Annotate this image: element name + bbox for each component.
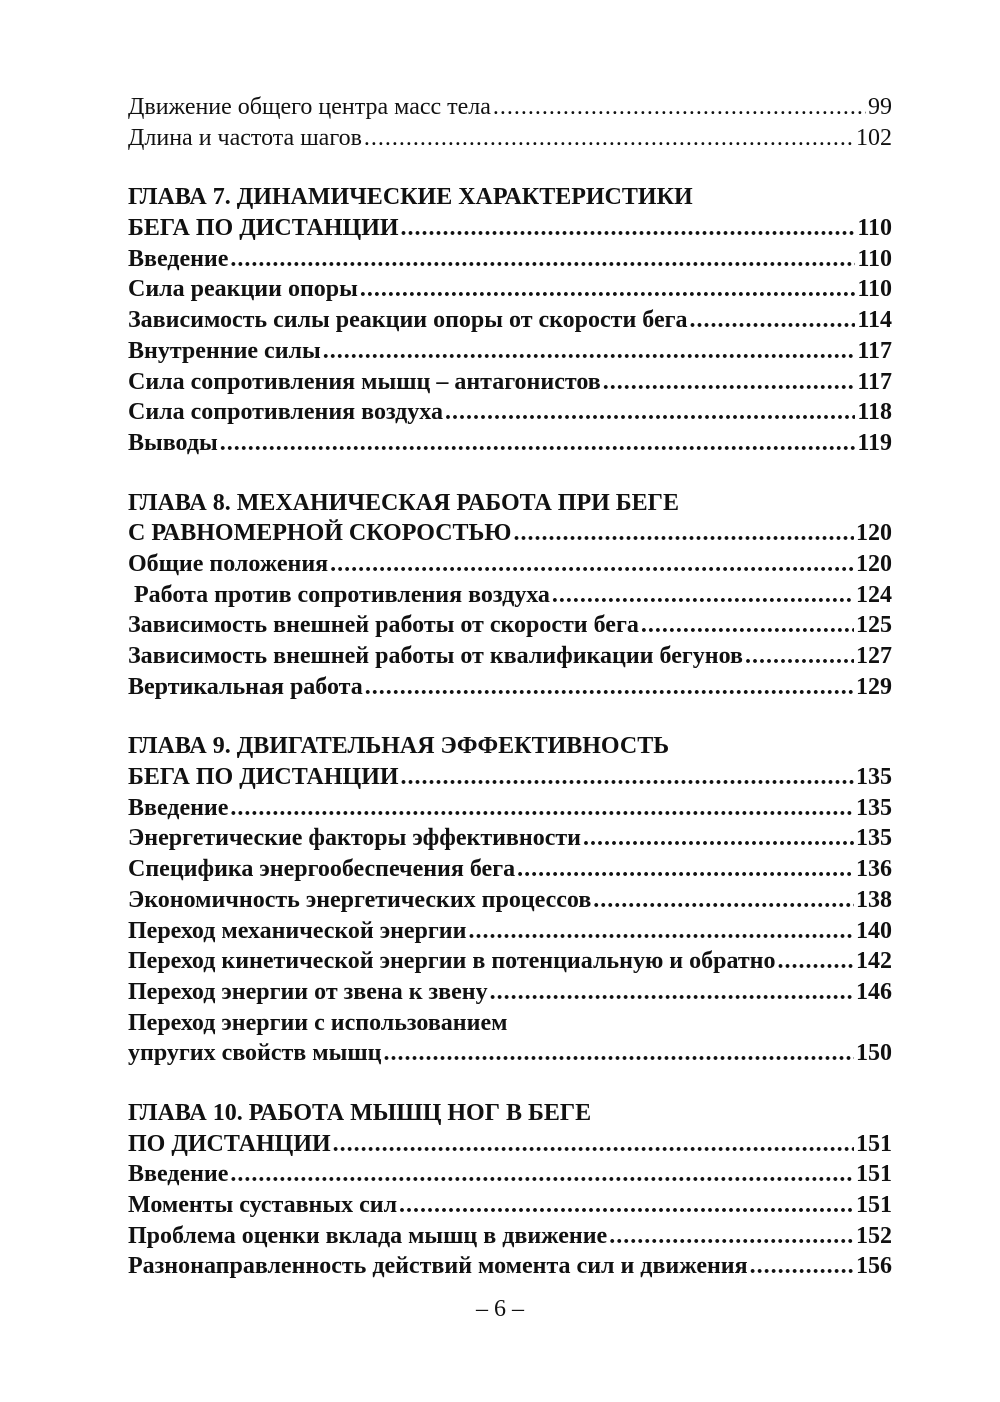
dot-leader bbox=[490, 977, 854, 1008]
table-of-contents bbox=[128, 92, 892, 1282]
dot-leader bbox=[333, 1129, 854, 1160]
entry-page: 140 bbox=[856, 917, 892, 944]
chapter-section bbox=[128, 182, 892, 458]
toc-entry bbox=[128, 549, 892, 580]
entry-page: 152 bbox=[856, 1222, 892, 1249]
entry-page: 150 bbox=[856, 1040, 892, 1067]
toc-entry bbox=[128, 123, 892, 154]
entry-title: ГЛАВА 8. МЕХАНИЧЕСКАЯ РАБОТА ПРИ БЕГЕ bbox=[128, 489, 679, 516]
dot-leader bbox=[360, 274, 855, 305]
lead-entries bbox=[128, 92, 892, 153]
dot-leader bbox=[220, 428, 856, 459]
entry-title: ГЛАВА 7. ДИНАМИЧЕСКИЕ ХАРАКТЕРИСТИКИ bbox=[128, 184, 693, 211]
entry-title: ГЛАВА 10. РАБОТА МЫШЦ НОГ В БЕГЕ bbox=[128, 1099, 592, 1126]
chapter-heading bbox=[128, 1098, 892, 1159]
entry-title: Введение bbox=[128, 794, 229, 821]
entry-page: 118 bbox=[857, 399, 892, 426]
entry-page: 117 bbox=[857, 337, 892, 364]
toc-entry bbox=[128, 488, 892, 519]
entry-page: 136 bbox=[856, 856, 892, 883]
toc-entry bbox=[128, 244, 892, 275]
dot-leader bbox=[383, 1038, 854, 1069]
entry-title: Специфика энергообеспечения бега bbox=[128, 856, 516, 883]
entry-title: БЕГА ПО ДИСТАНЦИИ bbox=[128, 764, 399, 791]
dot-leader bbox=[513, 518, 854, 549]
dot-leader bbox=[230, 244, 855, 275]
toc-entry bbox=[128, 1190, 892, 1221]
toc-entry bbox=[128, 367, 892, 398]
entry-title: Зависимость силы реакции опоры от скорости бега bbox=[128, 307, 688, 334]
chapter-heading bbox=[128, 731, 892, 792]
toc-entry bbox=[128, 182, 892, 213]
dot-leader bbox=[641, 610, 854, 641]
entry-title: Экономичность энергетических процессов bbox=[128, 886, 592, 913]
entry-page: 119 bbox=[857, 429, 892, 456]
entry-page: 114 bbox=[857, 307, 892, 334]
chapter-heading bbox=[128, 182, 892, 243]
page-number: – 6 – bbox=[476, 1296, 524, 1322]
entry-title: Переход энергии с использованием bbox=[128, 1009, 508, 1036]
entry-title: Сила сопротивления воздуха bbox=[128, 399, 443, 426]
entry-title: Переход кинетической энергии в потенциальную и обратно bbox=[128, 948, 776, 975]
entry-title: Внутренние силы bbox=[128, 337, 321, 364]
toc-entry bbox=[128, 1129, 892, 1160]
toc-entry bbox=[128, 1159, 892, 1190]
entry-title: Проблема оценки вклада мышц в движение bbox=[128, 1222, 608, 1249]
entry-page: 99 bbox=[868, 94, 892, 120]
entry-title: Зависимость внешней работы от скорости бега bbox=[128, 612, 639, 639]
entry-page: 120 bbox=[856, 550, 892, 577]
toc-entry bbox=[128, 274, 892, 305]
dot-leader bbox=[230, 793, 854, 824]
toc-entry bbox=[128, 518, 892, 549]
entry-title: ГЛАВА 9. ДВИГАТЕЛЬНАЯ ЭФФЕКТИВНОСТЬ bbox=[128, 733, 670, 760]
dot-leader bbox=[230, 1159, 854, 1190]
entry-page: 129 bbox=[856, 673, 892, 700]
toc-entry bbox=[128, 823, 892, 854]
entry-title: Выводы bbox=[128, 429, 218, 456]
entry-page: 127 bbox=[856, 643, 892, 669]
toc-entry bbox=[128, 397, 892, 428]
toc-entry bbox=[128, 731, 892, 762]
entry-title: Движение общего центра масс тела bbox=[128, 94, 491, 120]
toc-entry bbox=[128, 916, 892, 947]
entry-page: 110 bbox=[857, 215, 892, 242]
entry-page: 138 bbox=[856, 886, 892, 913]
chapter-heading bbox=[128, 488, 892, 549]
dot-leader bbox=[745, 641, 854, 672]
dot-leader bbox=[364, 123, 854, 154]
entry-page: 146 bbox=[856, 978, 892, 1005]
entry-title: Переход энергии от звена к звену bbox=[128, 978, 488, 1005]
entry-title: Сила сопротивления мышц – антагонистов bbox=[128, 368, 601, 395]
entry-page: 110 bbox=[857, 245, 892, 272]
entry-page: 120 bbox=[856, 520, 892, 547]
chapter-section bbox=[128, 731, 892, 1069]
dot-leader bbox=[777, 946, 854, 977]
toc-entry bbox=[128, 1251, 892, 1282]
entry-page: 156 bbox=[856, 1253, 892, 1280]
entry-page: 117 bbox=[857, 368, 892, 395]
dot-leader bbox=[609, 1221, 854, 1252]
dot-leader bbox=[690, 305, 856, 336]
entry-page: 102 bbox=[856, 124, 892, 151]
dot-leader bbox=[750, 1251, 854, 1282]
dot-leader bbox=[445, 397, 855, 428]
entry-title: Введение bbox=[128, 245, 229, 272]
toc-entry bbox=[128, 428, 892, 459]
dot-leader bbox=[517, 854, 854, 885]
toc-entry bbox=[128, 305, 892, 336]
toc-entry bbox=[128, 885, 892, 916]
toc-entry bbox=[128, 762, 892, 793]
entry-title: Работа против сопротивления воздуха bbox=[134, 581, 550, 608]
entry-page: 135 bbox=[856, 794, 892, 821]
entry-title: Переход механической энергии bbox=[128, 917, 467, 944]
entry-title: Длина и частота шагов bbox=[128, 124, 362, 151]
dot-leader bbox=[593, 885, 854, 916]
dot-leader bbox=[552, 580, 854, 611]
dot-leader bbox=[493, 92, 866, 123]
entry-title: Сила реакции опоры bbox=[128, 276, 358, 303]
toc-entry bbox=[128, 1221, 892, 1252]
dot-leader bbox=[365, 672, 854, 703]
toc-entry bbox=[128, 854, 892, 885]
toc-entry bbox=[128, 610, 892, 641]
toc-entry bbox=[128, 213, 892, 244]
entry-title: Зависимость внешней работы от квалификации бегунов bbox=[128, 643, 743, 669]
dot-leader bbox=[603, 367, 856, 398]
entry-title: Вертикальная работа bbox=[128, 673, 363, 700]
entry-title: Введение bbox=[128, 1161, 229, 1188]
dot-leader bbox=[323, 336, 856, 367]
toc-entry bbox=[128, 1098, 892, 1129]
entry-title: С РАВНОМЕРНОЙ СКОРОСТЬЮ bbox=[128, 520, 512, 547]
chapter-section bbox=[128, 488, 892, 703]
entry-title: упругих свойств мышц bbox=[128, 1040, 382, 1067]
entry-title: ПО ДИСТАНЦИИ bbox=[128, 1130, 331, 1157]
entry-page: 151 bbox=[856, 1192, 892, 1218]
toc-entry bbox=[128, 1038, 892, 1069]
toc-entry bbox=[128, 672, 892, 703]
toc-entry bbox=[128, 92, 892, 123]
chapter-section bbox=[128, 1098, 892, 1282]
entry-page: 125 bbox=[856, 612, 892, 639]
toc-entry bbox=[128, 946, 892, 977]
dot-leader bbox=[330, 549, 854, 580]
toc-entry bbox=[128, 977, 892, 1008]
entry-page: 151 bbox=[856, 1161, 892, 1188]
entry-page: 110 bbox=[857, 276, 892, 303]
toc-entry bbox=[128, 641, 892, 672]
dot-leader bbox=[468, 916, 854, 947]
entry-page: 135 bbox=[856, 825, 892, 852]
toc-entry bbox=[128, 1008, 892, 1039]
entry-title: Общие положения bbox=[128, 550, 329, 577]
dot-leader bbox=[583, 823, 854, 854]
toc-entry bbox=[128, 793, 892, 824]
entry-page: 124 bbox=[856, 581, 892, 608]
toc-entry bbox=[128, 580, 892, 611]
entry-title: Моменты суставных сил bbox=[128, 1192, 398, 1218]
toc-entry bbox=[128, 336, 892, 367]
dot-leader bbox=[401, 213, 856, 244]
entry-page: 142 bbox=[856, 948, 892, 975]
entry-page: 151 bbox=[856, 1130, 892, 1157]
entry-title: БЕГА ПО ДИСТАНЦИИ bbox=[128, 215, 399, 242]
entry-title: Разнонаправленность действий момента сил и движения bbox=[128, 1253, 748, 1280]
entry-page: 135 bbox=[856, 764, 892, 791]
entry-title: Энергетические факторы эффективности bbox=[128, 825, 581, 852]
dot-leader bbox=[401, 762, 854, 793]
dot-leader bbox=[399, 1190, 854, 1221]
